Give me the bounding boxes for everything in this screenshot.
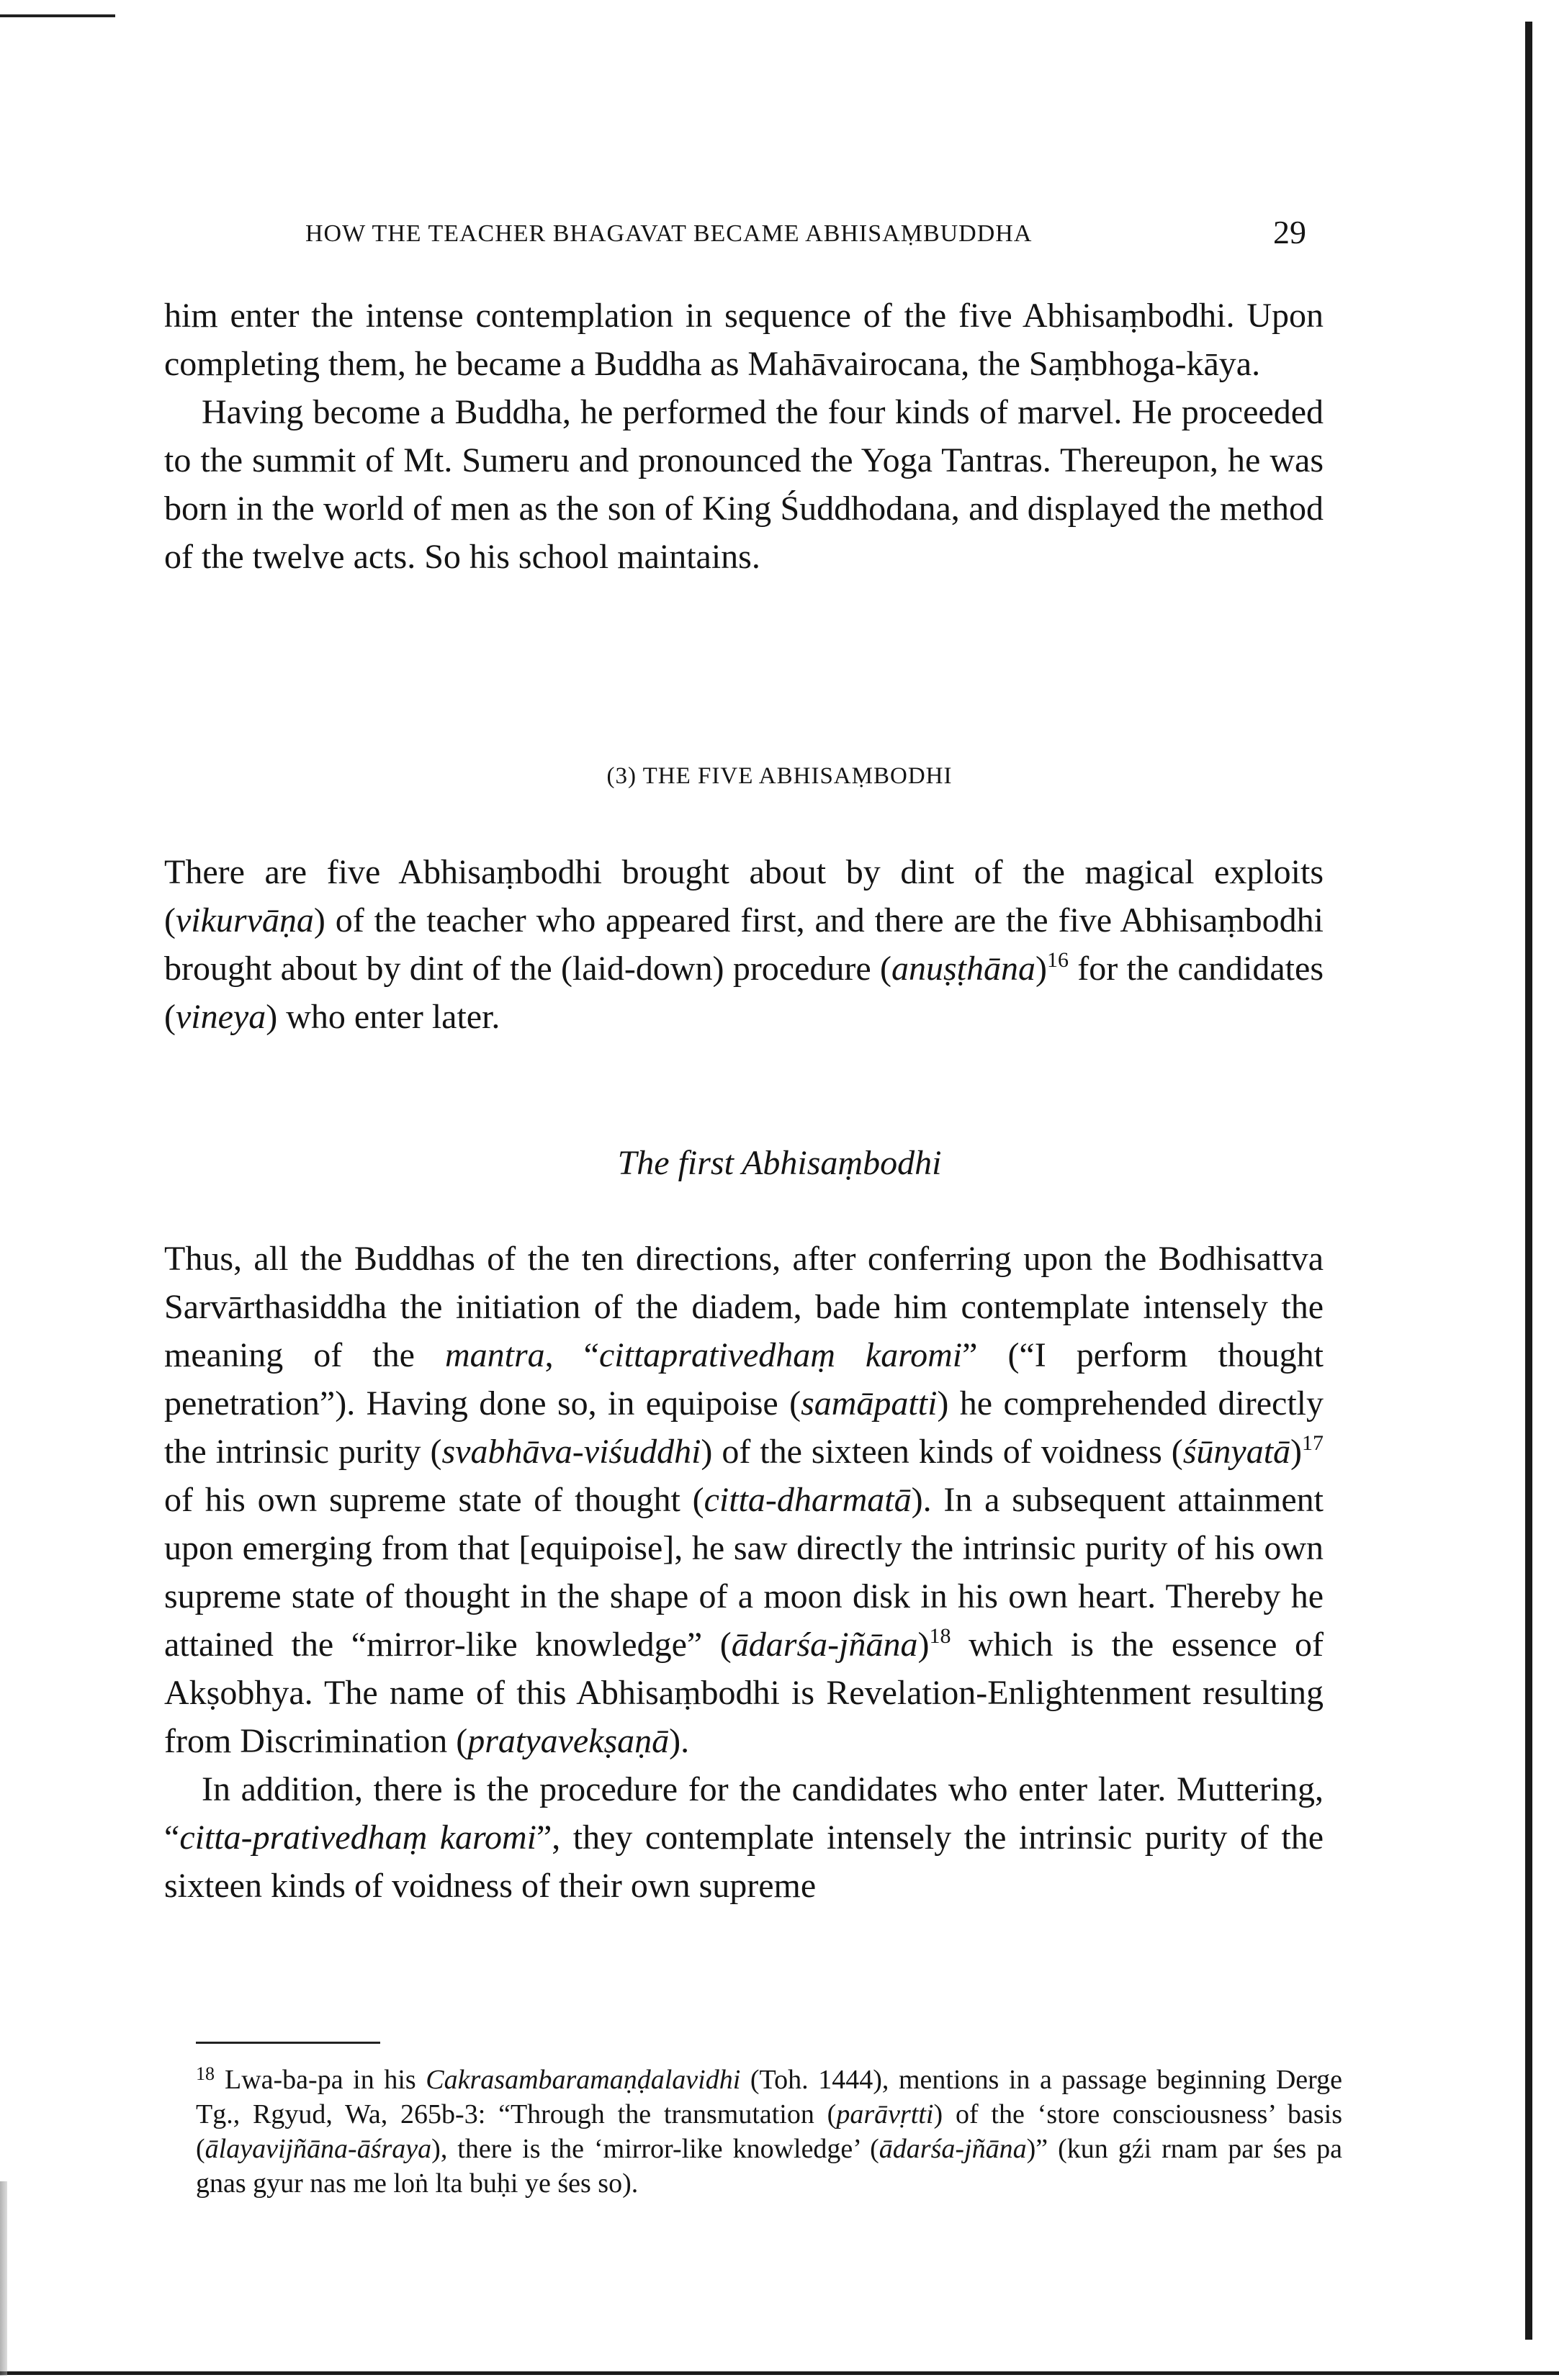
paragraph-five-abhisambodhi: There are five Abhisaṃbodhi brought about by dint of the magical exploits (vikurvāṇa) of the teacher who appeared first, and there are the five Abhisaṃbodhi brought about by dint of the (laid-down) procedure (anuṣṭhāna)$^{16}$ for the candidates (vineya) who enter later. <box>164 853 1324 1036</box>
footnote-ref: 18 <box>929 1624 951 1648</box>
paragraph-procedure: In addition, there is the procedure for the candidates who enter later. Muttering, “citta-prativedhaṃ karomi”, they contemplate intensely the intrinsic purity of the sixteen kinds of voidness of their own supreme <box>164 1770 1324 1905</box>
footnote-ref: 16 <box>1046 948 1069 972</box>
scan-artifact-top-rule <box>0 14 115 17</box>
section-heading: (3) THE FIVE ABHISAṂBODHI <box>606 763 953 789</box>
footnote-number: 18 <box>196 2063 215 2084</box>
body-text-bottom <box>164 1235 1324 1910</box>
footnote-18: $^{18}$ Lwa-ba-pa in his Cakrasambaramaṇḍalavidhi (Toh. 1444), mentions in a passage beginning Derge Tg., Rgyud, Wa, 265b-3: “Through the transmutation (parāvṛtti) of the ‘store consciousness’ basis (ālayavijñāna-āśraya), there is the ‘mirror-like knowledge’ (ādarśa-jñāna)” (kun gźi rnam par śes pa gnas gyur nas me loṅ lta buḥi ye śes so). <box>196 2063 1343 2199</box>
running-head: HOW THE TEACHER BHAGAVAT BECAME ABHISAṂBUDDHA <box>305 220 1033 247</box>
body-text-middle <box>164 848 1324 1041</box>
footnote-ref: 17 <box>1302 1431 1324 1455</box>
subsection-heading: The first Abhisaṃbodhi <box>617 1144 942 1182</box>
paragraph-continuation: him enter the intense contemplation in sequence of the five Abhisaṃbodhi. Upon completing them, he became a Buddha as Mahāvairocana, the Saṃbhoga-kāya. <box>164 297 1324 383</box>
body-text-top <box>164 292 1324 581</box>
paragraph-first-abhisambodhi: Thus, all the Buddhas of the ten directions, after conferring upon the Bodhisattva Sarvārthasiddha the initiation of the diadem, bade him contemplate intensely the meaning of the mantra, “cittaprativedhaṃ karomi” (“I perform thought penetration”). Having done so, in equipoise (samāpatti) he comprehended directly the intrinsic purity (svabhāva-viśuddhi) of the sixteen kinds of voidness (śūnyatā)$^{17}$ of his own supreme state of thought (citta-dharmatā). In a subsequent attainment upon emerging from that [equipoise], he saw directly the intrinsic purity of his own supreme state of thought in the shape of a moon disk in his own heart. Thereby he attained the “mirror-like knowledge” (ādarśa-jñāna)$^{18}$ which is the essence of Akṣobhya. The name of this Abhisaṃbodhi is Revelation-Enlightenment resulting from Discrimination (pratyavekṣaṇā). <box>164 1240 1324 1760</box>
scan-artifact-bottom-edge <box>0 2371 1559 2375</box>
paragraph-marvel: Having become a Buddha, he performed the four kinds of marvel. He proceeded to the summit of Mt. Sumeru and pronounced the Yoga Tantras. Thereupon, he was born in the world of men as the son of King Śuddhodana, and displayed the method of the twelve acts. So his school maintains. <box>164 393 1324 576</box>
scan-artifact-left-edge <box>0 2181 7 2376</box>
footnote-divider <box>196 2042 380 2044</box>
page-number: 29 <box>1273 214 1306 251</box>
